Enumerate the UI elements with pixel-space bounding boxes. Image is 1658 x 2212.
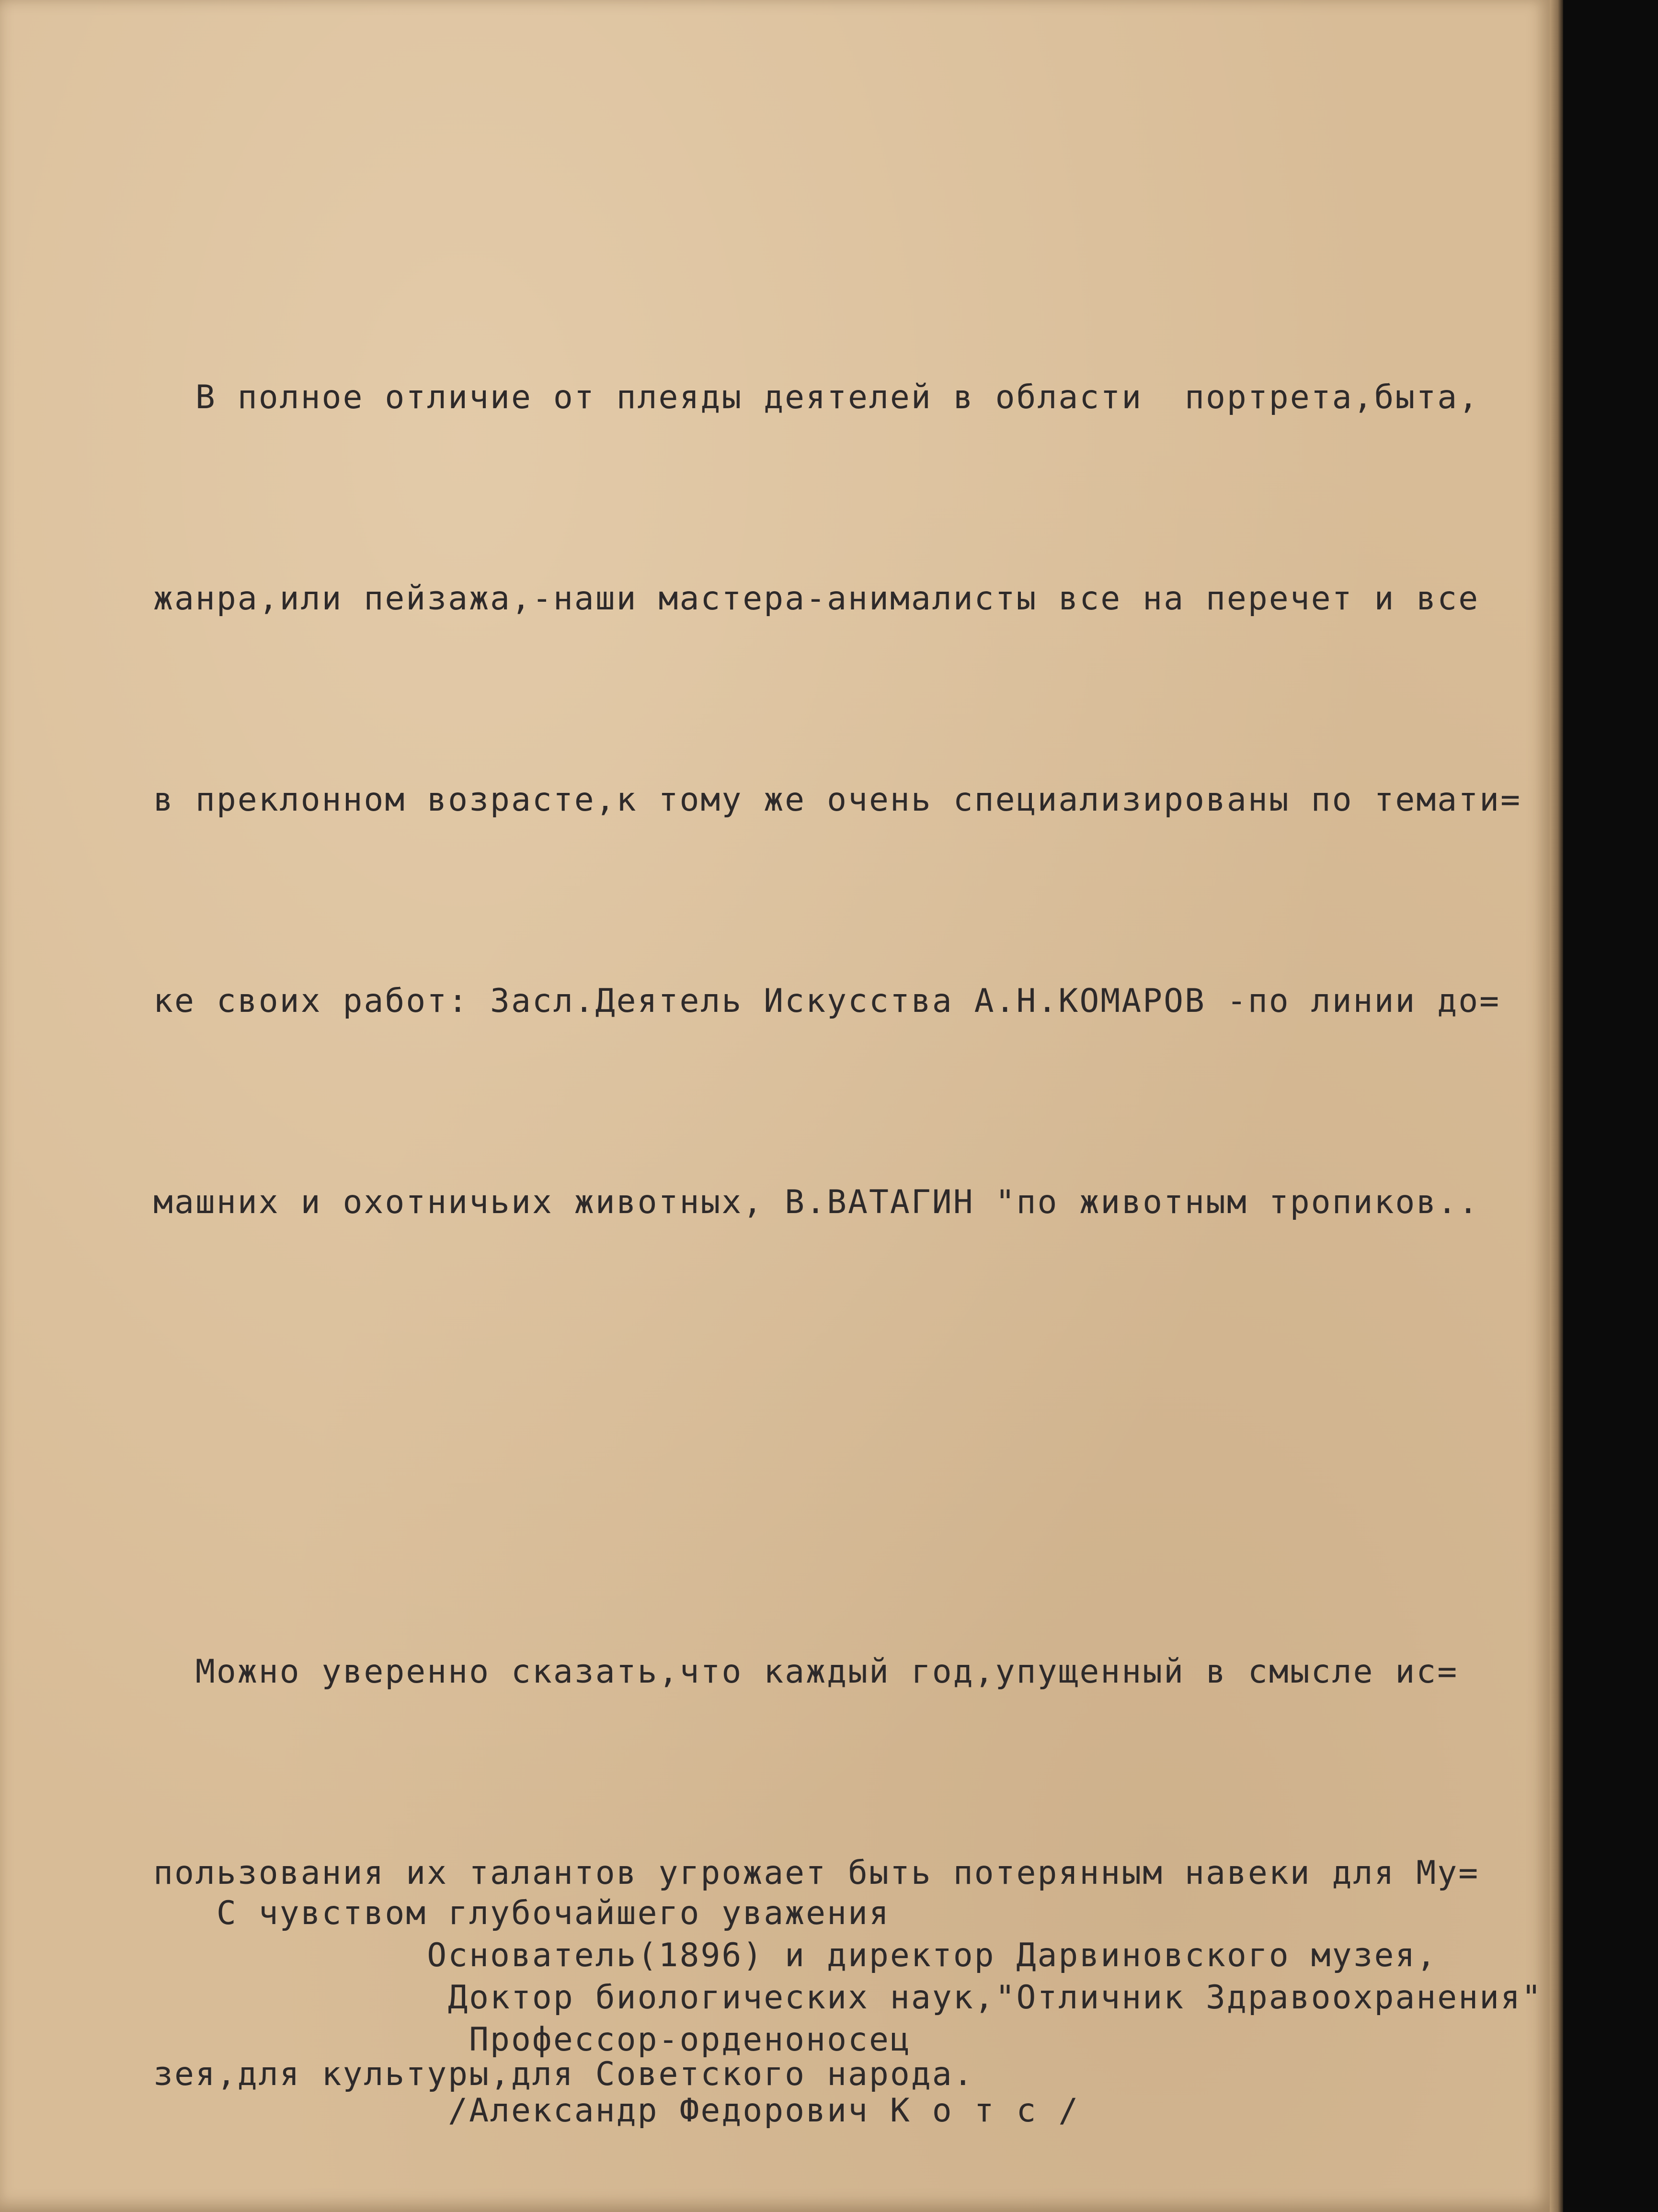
text-line: Можно уверенно сказать,что каждый год,упущенный в смысле ис=: [153, 1653, 1459, 1691]
page-edge: [1550, 0, 1563, 2212]
text-line: ке своих работ: Засл.Деятель Искусства А.Н.КОМАРОВ -по линии до=: [153, 982, 1501, 1020]
text-line: жанра,или пейзажа,-наши мастера-анималисты все на перечет и все: [153, 580, 1480, 618]
signature-title-line: Профессор-орденоносец: [153, 2021, 911, 2059]
text-line: в преклонном возрасте,к тому же очень специализированы по темати=: [153, 781, 1522, 819]
closing-line: С чувством глубочайшего уважения: [153, 1894, 890, 1932]
signature-title-line: Доктор биологических наук,"Отличник Здравоохранения": [153, 1979, 1543, 2017]
text-line: пользования их талантов угрожает быть потерянным навеки для Му=: [153, 1854, 1480, 1892]
signature-name: /Александр Федорович К о т с /: [153, 2092, 1080, 2130]
signature-gap: [153, 2061, 1543, 2090]
text-line: зея,для культуры,для Советского народа.: [153, 2055, 974, 2093]
paragraph-1: [153, 230, 1552, 1370]
signature-block: [153, 1892, 1543, 2132]
signature-title-line: Основатель(1896) и директор Дарвиновского музея,: [153, 1937, 1438, 1974]
text-line: машних и охотничьих животных, В.ВАТАГИН "по животным тропиков..: [153, 1183, 1480, 1221]
text-line: В полное отличие от плеяды деятелей в области портрета,быта,: [153, 378, 1480, 416]
